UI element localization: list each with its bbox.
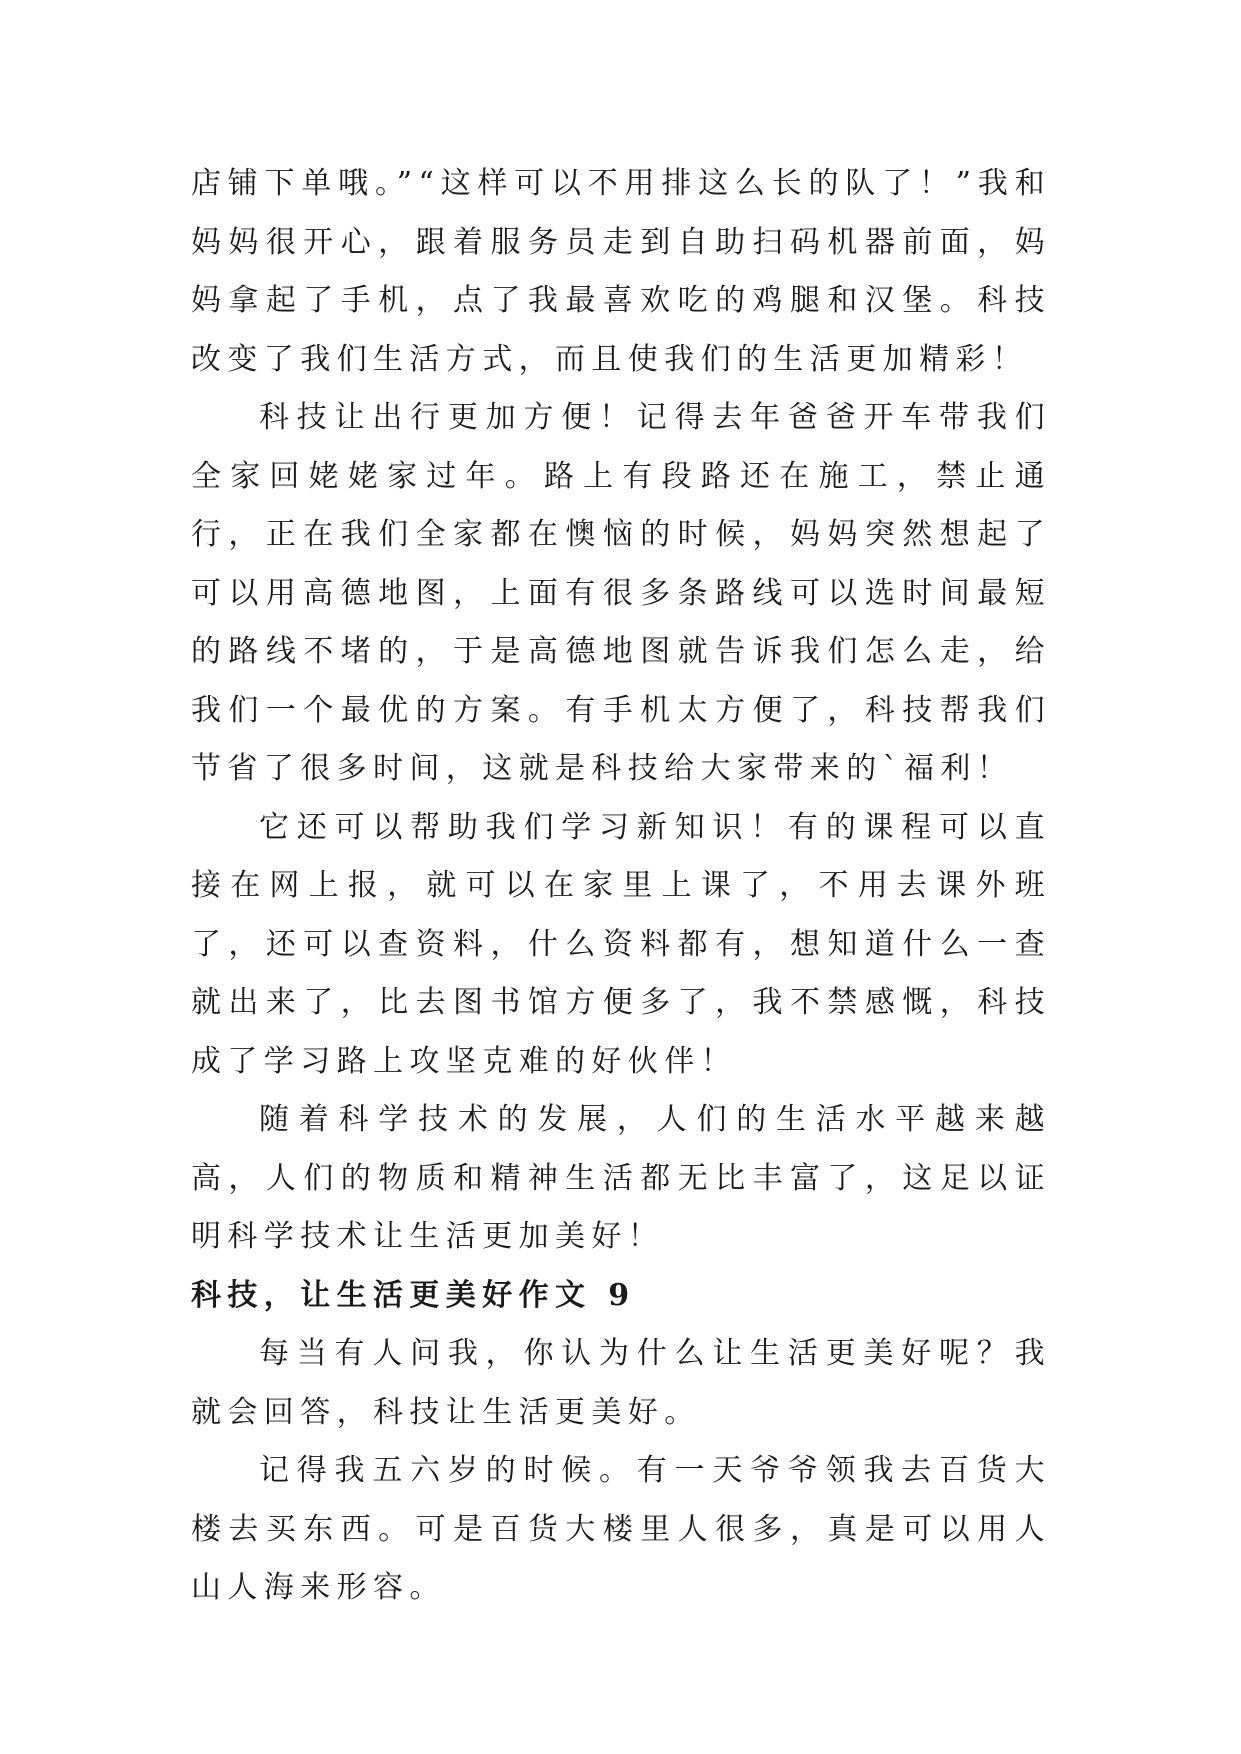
paragraph: 每当有人问我，你认为什么让生活更美好呢？我就会回答，科技让生活更美好。 — [191, 1336, 1051, 1430]
paragraph: 科技让出行更加方便！记得去年爸爸开车带我们全家回姥姥家过年。路上有段路还在施工，禁止通行，正在我们全家都在懊恼的时候，妈妈突然想起了可以用高德地图，上面有很多条路线可以选时间最短的路线不堵的，于是高德地图就告诉我们怎么走，给我们一个最优的方案。有手机太方便了，科技帮我们节省了很多时间，这就是科技给大家带来的`福利！ — [191, 400, 1051, 786]
paragraph: 它还可以帮助我们学习新知识！有的课程可以直接在网上报，就可以在家里上课了，不用去课外班了，还可以查资料，什么资料都有，想知道什么一查就出来了，比去图书馆方便多了，我不禁感慨，科技成了学习路上攻坚克难的好伙伴！ — [191, 809, 1051, 1079]
paragraph: 随着科学技术的发展，人们的生活水平越来越高，人们的物质和精神生活都无比丰富了，这足以证明科学技术让生活更加美好！ — [191, 1102, 1051, 1254]
section-title: 科技，让生活更美好作文 9 — [191, 1277, 636, 1313]
paragraph: 记得我五六岁的时候。有一天爷爷领我去百货大楼去买东西。可是百货大楼里人很多，真是可以用人山人海来形容。 — [191, 1453, 1051, 1605]
paragraph: 店铺下单哦。”“这样可以不用排这么长的队了！”我和妈妈很开心，跟着服务员走到自助扫码机器前面，妈妈拿起了手机，点了我最喜欢吃的鸡腿和汉堡。科技改变了我们生活方式，而且使我们的生活更加精彩！ — [191, 166, 1051, 377]
document-body — [191, 155, 1051, 1618]
